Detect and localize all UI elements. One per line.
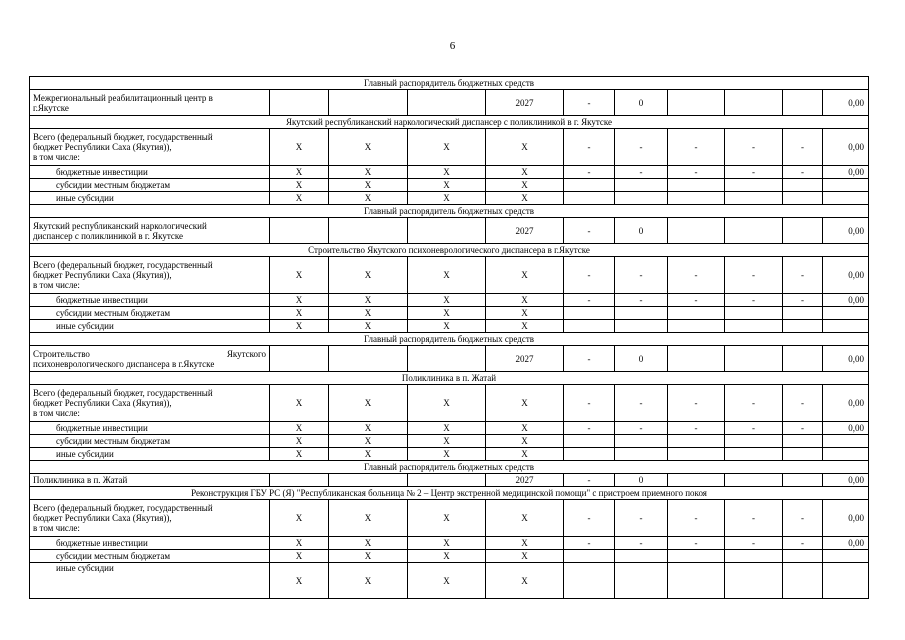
- table-row: [30, 205, 869, 218]
- total-label: Всего (федеральный бюджет, государственный бюджет Республики Саха (Якутия)), в том числе:: [30, 385, 270, 422]
- total-label: Всего (федеральный бюджет, государственный бюджет Республики Саха (Якутия)), в том числе:: [30, 257, 270, 294]
- year-cell: 2027: [486, 90, 564, 116]
- page-number: 6: [449, 40, 456, 52]
- section-header: Реконструкция ГБУ РС (Я) "Республиканская больница № 2 – Центр экстренной медицинской помощи" с пристроем приемного покоя: [30, 487, 869, 500]
- table-row: [30, 487, 869, 500]
- table-row: [30, 77, 869, 90]
- object-name: Якутский республиканский наркологический диспансер с поликлиникой в г. Якутске: [30, 218, 270, 244]
- section-header: Главный распорядитель бюджетных средств: [30, 333, 869, 346]
- table-row: Всего (федеральный бюджет, государственный бюджет Республики Саха (Якутия)), в том числе: X X X X - - - - - 0,00: [30, 500, 869, 537]
- table-row: субсидии местным бюджетам X X X X: [30, 550, 869, 563]
- section-header: Строительство Якутского психоневрологического диспансера в г.Якутске: [30, 244, 869, 257]
- table-row: бюджетные инвестиции X X X X - - - - - 0,00: [30, 422, 869, 435]
- table-row: [30, 244, 869, 257]
- table-row: бюджетные инвестиции X X X X - - - - - 0,00: [30, 294, 869, 307]
- object-name: Межрегиональный реабилитационный центр в г.Якутске: [30, 90, 270, 116]
- table-row: иные субсидии X X X X: [30, 320, 869, 333]
- table-row: Всего (федеральный бюджет, государственный бюджет Республики Саха (Якутия)), в том числе: X X X X - - - - - 0,00: [30, 385, 869, 422]
- section-header: Якутский республиканский наркологический диспансер с поликлиникой в г. Якутске: [30, 116, 869, 129]
- table-row: [30, 372, 869, 385]
- section-header: Главный распорядитель бюджетных средств: [30, 77, 869, 90]
- object-name: Поликлиника в п. Жатай: [30, 474, 270, 487]
- table-row: Межрегиональный реабилитационный центр в г.Якутске 2027 - 0 0,00: [30, 90, 869, 116]
- table-row: иные субсидии X X X X: [30, 563, 869, 599]
- table-row: бюджетные инвестиции X X X X - - - - - 0,00: [30, 166, 869, 179]
- section-header: Главный распорядитель бюджетных средств: [30, 461, 869, 474]
- table-row: [30, 116, 869, 129]
- table-row: иные субсидии X X X X: [30, 192, 869, 205]
- amount-cell: 0,00: [823, 90, 869, 116]
- object-name: Строительство Якутского психоневрологического диспансера в г.Якутске: [30, 346, 270, 372]
- total-label: Всего (федеральный бюджет, государственный бюджет Республики Саха (Якутия)), в том числе:: [30, 500, 270, 537]
- table-row: [30, 461, 869, 474]
- section-header: Главный распорядитель бюджетных средств: [30, 205, 869, 218]
- table-row: субсидии местным бюджетам X X X X: [30, 179, 869, 192]
- table-row: Строительство Якутского психоневрологического диспансера в г.Якутске 2027 - 0 0,00: [30, 346, 869, 372]
- total-label: Всего (федеральный бюджет, государственный бюджет Республики Саха (Якутия)), в том числе:: [30, 129, 270, 166]
- table-row: бюджетные инвестиции X X X X - - - - - 0,00: [30, 537, 869, 550]
- budget-table: [29, 76, 869, 599]
- table-row: субсидии местным бюджетам X X X X: [30, 307, 869, 320]
- table-row: Поликлиника в п. Жатай 2027 - 0 0,00: [30, 474, 869, 487]
- table-row: [30, 333, 869, 346]
- table-row: Всего (федеральный бюджет, государственный бюджет Республики Саха (Якутия)), в том числе: X X X X - - - - - 0,00: [30, 257, 869, 294]
- table-row: субсидии местным бюджетам X X X X: [30, 435, 869, 448]
- table-row: Якутский республиканский наркологический диспансер с поликлиникой в г. Якутске 2027 - 0 0,00: [30, 218, 869, 244]
- table-row: иные субсидии X X X X: [30, 448, 869, 461]
- table-row: Всего (федеральный бюджет, государственный бюджет Республики Саха (Якутия)), в том числе: X X X X - - - - - 0,00: [30, 129, 869, 166]
- section-header: Поликлиника в п. Жатай: [30, 372, 869, 385]
